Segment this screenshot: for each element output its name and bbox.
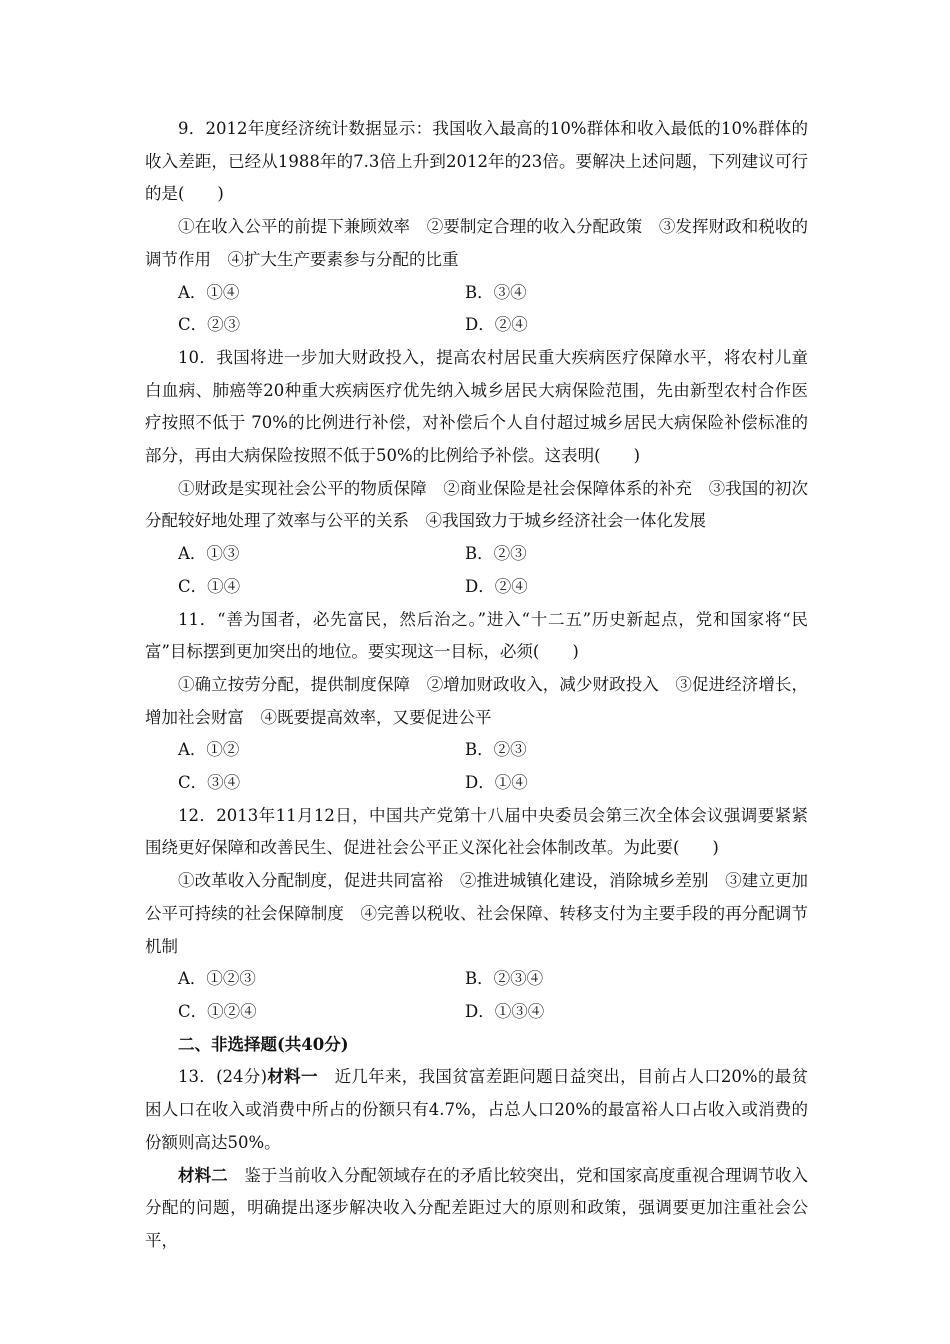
question-9-option-d: D．②④ (465, 315, 528, 335)
question-13-material-1 (145, 1061, 808, 1159)
question-9-option-c: C．②③ (178, 315, 241, 335)
question-11-options-row-1 (145, 734, 808, 767)
question-10-option-d: D．②④ (465, 576, 528, 596)
material-2-label: 材料二 (178, 1165, 228, 1185)
question-12-option-d: D．①③④ (465, 1001, 545, 1021)
section-heading: 二、非选择题(共40分) (178, 1034, 349, 1054)
question-11-options-row-2 (145, 767, 808, 800)
question-10-option-c: C．①④ (178, 576, 241, 596)
question-12-option-c: C．①②④ (178, 1001, 257, 1021)
question-11-option-d: D．①④ (465, 773, 528, 793)
question-12-stem: 12．2013年11月12日，中国共产党第十八届中央委员会第三次全体会议强调要紧紧围绕更好保障和改善民生、促进社会公平正义深化社会体制改革。为此要( ) (145, 805, 808, 858)
document-body (145, 113, 808, 1258)
question-12-option-b: B．②③④ (465, 969, 544, 989)
question-12-options-row-2 (145, 996, 808, 1029)
question-9-items: ①在收入公平的前提下兼顾效率 ②要制定合理的收入分配政策 ③发挥财政和税收的调节作用 ④扩大生产要素参与分配的比重 (145, 217, 808, 269)
question-11-items: ①确立按劳分配，提供制度保障 ②增加财政收入，减少财政投入 ③促进经济增长，增加社会财富 ④既要提高效率，又要促进公平 (145, 674, 808, 727)
question-11-option-a: A．①② (178, 740, 240, 760)
question-11-option-b: B．②③ (465, 740, 527, 760)
question-10-options-row-1 (145, 538, 808, 571)
question-9-stem: 9．2012年度经济统计数据显示：我国收入最高的10%群体和收入最低的10%群体的收入差距，已经从1988年的7.3倍上升到2012年的23倍。要解决上述问题，下列建议可行的是( ) (145, 119, 808, 204)
question-11-option-c: C．③④ (178, 773, 241, 793)
question-9-option-b: B．③④ (465, 282, 527, 302)
question-10-options-row-2 (145, 571, 808, 604)
question-11-stem: 11．“善为国者，必先富民，然后治之。”进入“十二五”历史新起点，党和国家将“民富”目标摆到更加突出的地位。要实现这一目标，必须( ) (145, 609, 808, 662)
question-12-options-row-1 (145, 963, 808, 996)
question-9-option-a: A．①④ (178, 282, 240, 302)
question-13-material-2 (145, 1160, 808, 1258)
material-1-text: 近几年来，我国贫富差距问题日益突出，目前占人口20%的最贫困人口在收入或消费中所占的份额只有4.7%，占总人口20%的最富裕人口占收入或消费的份额则高达50%。 (145, 1067, 808, 1152)
question-10-option-a: A．①③ (178, 544, 240, 564)
question-10-stem: 10．我国将进一步加大财政投入，提高农村居民重大疾病医疗保障水平，将农村儿童白血病、肺癌等20种重大疾病医疗优先纳入城乡居民大病保险范围，先由新型农村合作医疗按照不低于 70%的比例进行补偿，对补偿后个人自付超过城乡居民大病保险补偿标准的部分，再由大病保险按照不低于50%的比例给予补偿。这表明( ) (145, 347, 808, 466)
question-9-options-row-1 (145, 277, 808, 310)
question-12-items: ①改革收入分配制度，促进共同富裕 ②推进城镇化建设，消除城乡差别 ③建立更加公平可持续的社会保障制度 ④完善以税收、社会保障、转移支付为主要手段的再分配调节机制 (145, 871, 808, 956)
question-10-items: ①财政是实现社会公平的物质保障 ②商业保险是社会保障体系的补充 ③我国的初次分配较好地处理了效率与公平的关系 ④我国致力于城乡经济社会一体化发展 (145, 478, 808, 531)
material-1-label: 材料一 (267, 1067, 318, 1087)
question-13-prefix: 13．(24分) (178, 1067, 268, 1087)
question-10-option-b: B．②③ (465, 544, 527, 564)
material-2-text: 鉴于当前收入分配领域存在的矛盾比较突出，党和国家高度重视合理调节收入分配的问题，明确提出逐步解决收入分配差距过大的原则和政策，强调要更加注重社会公平， (145, 1165, 809, 1250)
question-12-option-a: A．①②③ (178, 969, 256, 989)
question-9-options-row-2 (145, 309, 808, 342)
